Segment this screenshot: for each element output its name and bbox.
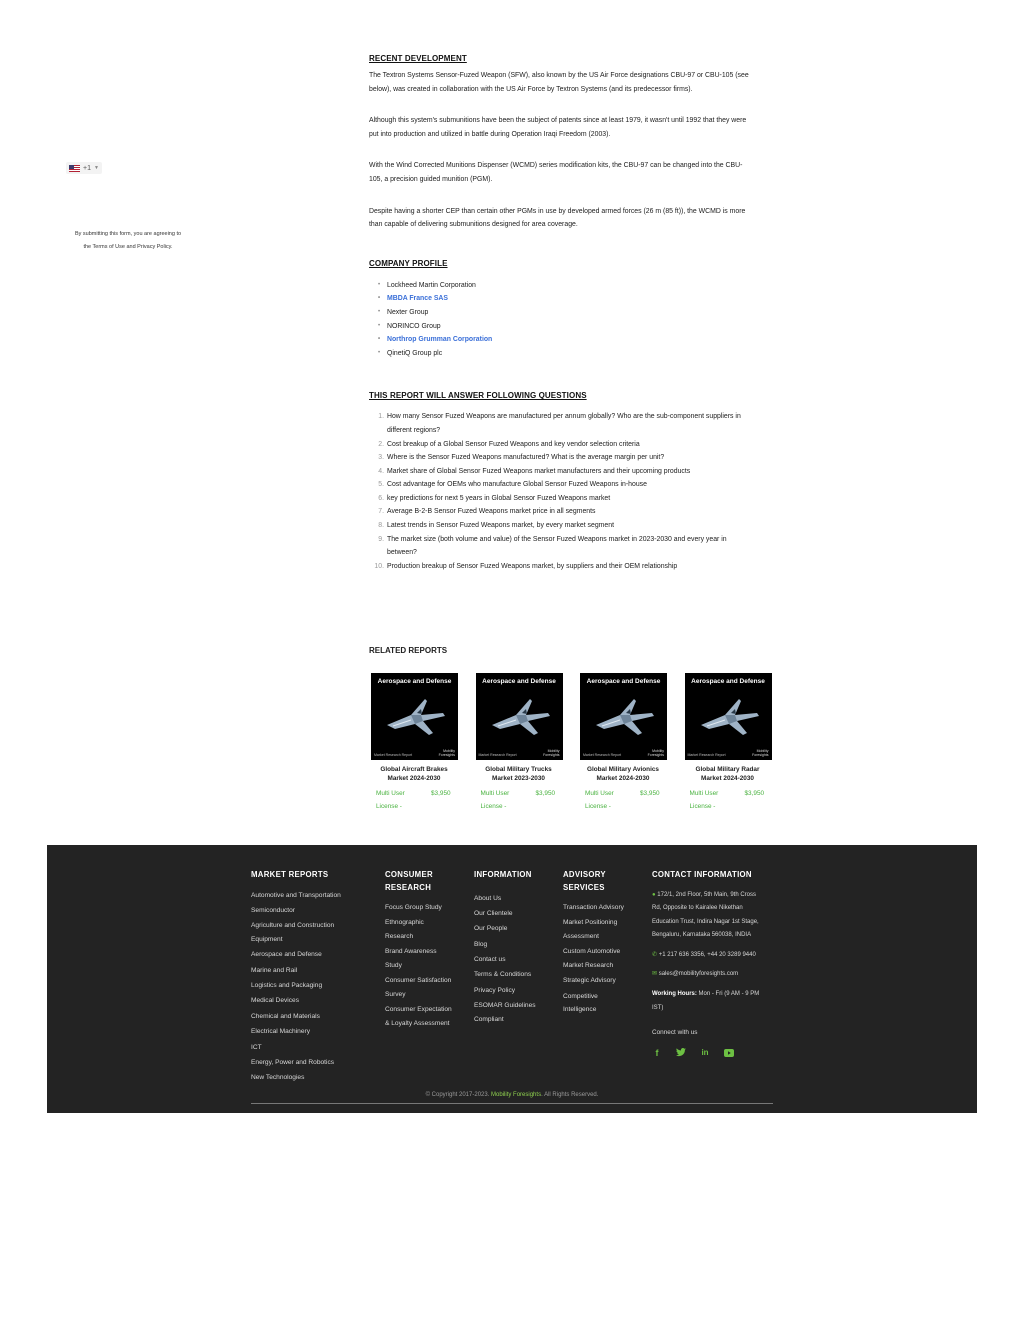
question-number: 3. [378, 454, 384, 462]
facebook-icon[interactable]: f [655, 1047, 659, 1058]
question-item: 8. Latest trends in Sensor Fuzed Weapons market, by every market segment [369, 519, 773, 533]
footer-link[interactable]: Ethnographic Research [385, 919, 424, 940]
report-thumbnail[interactable] [476, 673, 563, 760]
question-number: 1. [378, 413, 384, 421]
question-number: 7. [378, 508, 384, 516]
footer-link[interactable]: Automotive and Transportation [251, 891, 341, 899]
report-title[interactable]: Global Military Trucks Market 2023-2030 [485, 766, 552, 782]
question-item: 10. Production breakup of Sensor Fuzed Weapons market, by suppliers and their OEM relationship [369, 560, 773, 574]
footer-heading: MARKET REPORTS [251, 870, 329, 879]
footer-link[interactable]: Electrical Machinery [251, 1028, 310, 1036]
report-category: Aerospace and Defense [482, 678, 556, 685]
paragraph: Although this system's submunitions have been the subject of patents since at least 1979, it wasn't until 1992 that they were put into production and utilized in battle during Operation Iraqi Freedom (2003). [369, 117, 747, 138]
fighter-jet-icon [486, 693, 553, 743]
footer-link[interactable]: Blog [474, 940, 488, 948]
thumbnail-logo: Mobility Foresights [752, 749, 769, 757]
report-price: $3,950 [431, 790, 451, 797]
thumbnail-logo: Mobility Foresights [438, 749, 455, 757]
footer-link[interactable]: Chemical and Materials [251, 1012, 320, 1020]
location-pin-icon: ● [652, 891, 656, 898]
connect-label: Connect with us [652, 1029, 698, 1037]
report-content [369, 54, 773, 573]
company-profile-title: COMPANY PROFILE [369, 258, 448, 268]
license-type: Multi User License - [585, 790, 614, 810]
question-item: 2. Cost breakup of a Global Sensor Fuzed Weapons and key vendor selection criteria [369, 438, 773, 452]
question-number: 2. [378, 440, 384, 448]
question-number: 8. [378, 522, 384, 530]
paragraph: With the Wind Corrected Munitions Dispenser (WCMD) series modification kits, the CBU-97 can be changed into the CBU- 105, a precision guided munition (PGM). [369, 162, 743, 183]
phone-icon: ✆ [652, 951, 658, 958]
footer-link[interactable]: Market Positioning Assessment [563, 919, 618, 940]
thumbnail-logo: Mobility Foresights [647, 749, 664, 757]
footer-link[interactable]: Our People [474, 925, 508, 933]
report-price: $3,950 [744, 790, 765, 797]
country-code-selector[interactable] [66, 162, 102, 174]
company-list [369, 279, 773, 361]
footer-divider [251, 1103, 773, 1104]
footer-link[interactable]: New Technologies [251, 1074, 305, 1082]
site-footer [47, 845, 977, 1113]
questions-title: THIS REPORT WILL ANSWER FOLLOWING QUESTIONS [369, 391, 587, 401]
footer-link[interactable]: Transaction Advisory [563, 904, 624, 911]
footer-advisory [563, 869, 645, 1019]
footer-link[interactable]: Terms & Conditions [474, 971, 532, 979]
footer-link[interactable]: Our Clientele [474, 909, 513, 917]
footer-heading: CONTACT INFORMATION [652, 870, 752, 879]
fighter-jet-icon [590, 693, 657, 743]
report-thumbnail[interactable] [685, 673, 772, 760]
footer-link[interactable]: ESOMAR Guidelines Compliant [474, 1002, 536, 1023]
working-hours: Working Hours: Mon - Fri (9 AM - 9 PM IST) [652, 991, 760, 1011]
question-number: 9. [378, 535, 384, 543]
brand-link[interactable]: Mobility Foresights [491, 1092, 542, 1098]
recent-development-title: RECENT DEVELOPMENT [369, 54, 467, 63]
questions-list [369, 410, 773, 573]
license-type: Multi User License - [480, 790, 510, 810]
linkedin-icon[interactable]: in [701, 1048, 709, 1058]
email-icon: ✉ [652, 971, 658, 978]
thumbnail-caption: Market Research Report [583, 753, 622, 757]
twitter-icon[interactable] [676, 1048, 686, 1058]
company-item: • QinetiQ Group plc [369, 347, 773, 361]
question-number: 5. [378, 481, 384, 489]
footer-link[interactable]: Consumer Expectation & Loyalty Assessment [385, 1006, 452, 1027]
contact-email[interactable]: ✉ sales@mobilityforesights.com [652, 971, 739, 978]
footer-link[interactable]: Competitive Intelligence [563, 992, 598, 1014]
contact-address: ● 172/1, 2nd Floor, 5th Main, 9th Cross Rd, Opposite to Kairalee Nikethan Education Trust, Indira Nagar 1st Stage, Bengaluru, Karnataka 560038, INDIA [652, 891, 759, 939]
report-price: $3,950 [640, 790, 660, 797]
us-flag-icon [69, 165, 80, 172]
footer-link[interactable]: Brand Awareness Study [385, 948, 437, 969]
report-category: Aerospace and Defense [586, 678, 661, 685]
related-reports [369, 673, 773, 813]
question-number: 4. [378, 467, 384, 475]
footer-link[interactable]: Energy, Power and Robotics [251, 1059, 335, 1066]
question-number: 10. [374, 562, 384, 570]
footer-link[interactable]: Marine and Rail [251, 966, 298, 974]
paragraph: The Textron Systems Sensor-Fuzed Weapon (SFW), also known by the US Air Force designations CBU-97 or CBU-105 (see below), was created in collaboration with the US Air Force by Textron Systems (and its predecessor firms). [369, 72, 749, 93]
contact-phone[interactable]: ✆ +1 217 636 3356, +44 20 3289 9440 [652, 951, 756, 958]
fighter-jet-icon [381, 693, 448, 743]
report-title[interactable]: Global Military Avionics Market 2024-2030 [587, 766, 659, 782]
footer-link[interactable]: Contact us [474, 956, 506, 964]
footer-link[interactable]: Semiconductor [251, 906, 295, 914]
footer-link[interactable]: ICT [251, 1043, 262, 1051]
footer-heading: CONSUMER RESEARCH [385, 870, 433, 892]
company-item: • NORINCO Group [369, 320, 773, 334]
footer-heading: INFORMATION [474, 870, 532, 879]
question-item: 6. key predictions for next 5 years in Global Sensor Fuzed Weapons market [369, 492, 773, 506]
report-thumbnail[interactable] [580, 673, 667, 760]
footer-link[interactable]: Agriculture and Construction Equipment [251, 922, 335, 943]
footer-consumer-links [385, 901, 467, 1031]
paragraph: Despite having a shorter CEP than certain other PGMs in use by developed armed forces (26 m (85 ft)), the WCMD is more than capable of delivering submunitions designed for area coverage. [369, 207, 746, 229]
question-number: 6. [378, 494, 384, 502]
consent-text: By submitting this form, you are agreeing to the Terms of Use and Privacy Policy. [74, 231, 182, 250]
license-type: Multi User License - [376, 790, 405, 810]
company-item: • Nexter Group [369, 306, 773, 320]
report-price: $3,950 [535, 790, 556, 797]
company-item[interactable]: • MBDA France SAS [369, 292, 773, 306]
youtube-icon[interactable] [724, 1048, 734, 1058]
footer-advisory-links [563, 901, 645, 1017]
company-item[interactable]: • Northrop Grumman Corporation [369, 333, 773, 347]
footer-information-links [474, 892, 556, 1027]
thumbnail-caption: Market Research Report [374, 753, 413, 757]
footer-contact [652, 869, 782, 1058]
footer-market-reports [251, 869, 371, 1087]
footer-consumer-research [385, 869, 467, 1032]
footer-link[interactable]: Focus Group Study [385, 904, 442, 911]
thumbnail-caption: Market Research Report [478, 753, 517, 757]
company-item: • Lockheed Martin Corporation [369, 279, 773, 293]
footer-market-links [251, 889, 371, 1085]
footer-link[interactable]: Strategic Advisory [563, 977, 616, 985]
footer-heading: ADVISORY SERVICES [563, 870, 606, 892]
social-links [652, 1048, 782, 1058]
report-thumbnail[interactable] [371, 673, 458, 760]
footer-link[interactable]: Consumer Satisfaction Survey [385, 977, 452, 998]
footer-link[interactable]: Privacy Policy [474, 986, 516, 994]
footer-information [474, 869, 556, 1028]
report-title[interactable]: Global Aircraft Brakes Market 2024-2030 [380, 766, 448, 782]
thumbnail-logo: Mobility Foresights [543, 749, 560, 757]
footer-link[interactable]: Medical Devices [251, 997, 300, 1005]
thumbnail-caption: Market Research Report [687, 753, 726, 757]
footer-link[interactable]: Logistics and Packaging [251, 982, 323, 990]
footer-link[interactable]: Aerospace and Defense [251, 951, 322, 959]
question-item: 7. Average B-2-B Sensor Fuzed Weapons market price in all segments [369, 505, 773, 519]
footer-link[interactable]: About Us [474, 894, 502, 902]
license-type: Multi User License - [689, 790, 719, 810]
chevron-down-icon: ▼ [93, 165, 99, 171]
report-category: Aerospace and Defense [691, 678, 765, 685]
copyright: © Copyright 2017-2023. Mobility Foresights. All Rights Reserved. [425, 1092, 599, 1098]
related-reports-title: RELATED REPORTS [369, 646, 448, 655]
recent-development-text [369, 69, 773, 232]
question-item: 5. Cost advantage for OEMs who manufacture Global Sensor Fuzed Weapons in-house [369, 478, 773, 492]
question-item: 4. Market share of Global Sensor Fuzed Weapons market manufacturers and their upcoming products [369, 465, 773, 479]
question-item: 3. Where is the Sensor Fuzed Weapons manufactured? What is the average margin per unit? [369, 451, 773, 465]
country-code: +1 [83, 164, 91, 172]
question-item: 9. The market size (both volume and value) of the Sensor Fuzed Weapons market in 2023-2030 and every year in between? [369, 533, 773, 560]
report-category: Aerospace and Defense [377, 678, 452, 685]
report-title[interactable]: Global Military Radar Market 2024-2030 [695, 766, 760, 782]
footer-link[interactable]: Custom Automotive Market Research [563, 948, 621, 969]
fighter-jet-icon [695, 693, 762, 743]
question-item: 1. How many Sensor Fuzed Weapons are manufactured per annum globally? Who are the sub-component suppliers in different regions? [369, 410, 773, 437]
